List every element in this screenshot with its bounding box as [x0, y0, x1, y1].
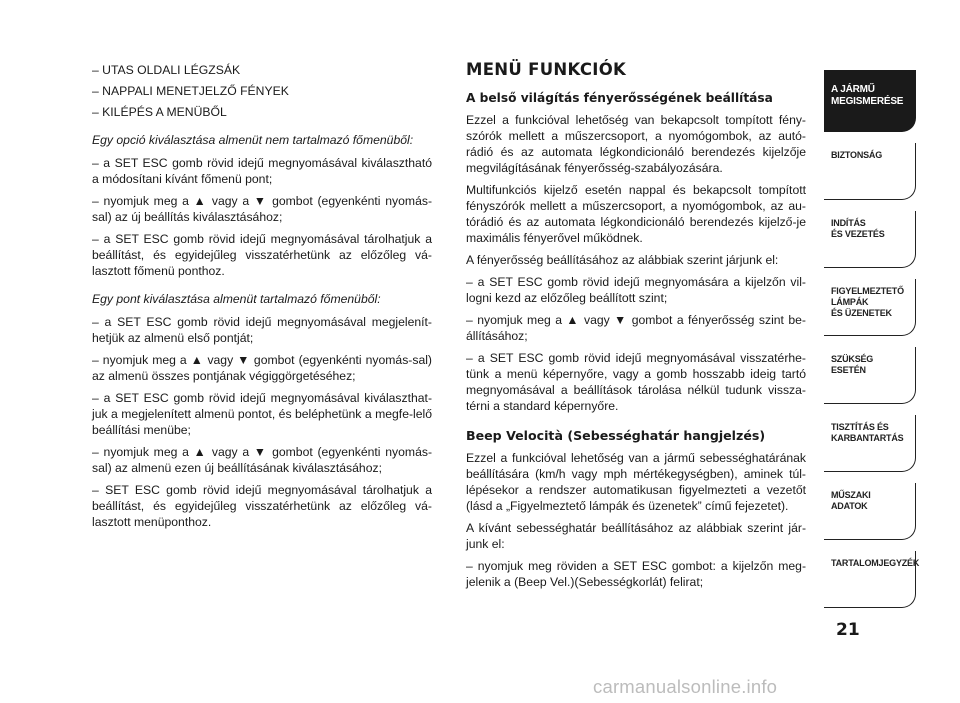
tab-label: MEGISMERÉSE	[831, 96, 904, 107]
list-item: – UTAS OLDALI LÉGZSÁK	[92, 63, 241, 77]
tab-label: INDÍTÁS	[831, 218, 866, 228]
paragraph: – nyomjuk meg a ▲ vagy ▼ gombot a fényerősség szint be-állításához;	[466, 313, 806, 343]
paragraph: – a SET ESC gomb rövid idejű megnyomásával tárolhatjuk a beállítást, és egyidejűleg visszatérhetünk az előzőleg vá-lasztott főmenü ponthoz.	[92, 232, 432, 278]
list-item: – KILÉPÉS A MENÜBŐL	[92, 105, 227, 119]
tab-label: FIGYELMEZTETŐ	[831, 286, 904, 296]
tab-safety[interactable]	[824, 143, 916, 200]
paragraph: – nyomjuk meg a ▲ vagy a ▼ gombot (egyenkénti nyomás-sal) az új beállítás kiválasztásához;	[92, 194, 432, 224]
right-column	[466, 62, 806, 596]
tab-label: TARTALOMJEGYZÉK	[831, 558, 920, 568]
left-column	[92, 62, 432, 536]
tab-label: BIZTONSÁG	[831, 150, 883, 160]
subheading-no-submenu: Egy opció kiválasztása almenüt nem tartalmazó főmenüből:	[92, 133, 414, 147]
tab-label: ADATOK	[831, 501, 868, 511]
tab-label: MŰSZAKI	[831, 490, 871, 500]
page-title: MENÜ FUNKCIÓK	[466, 60, 627, 79]
paragraph: – a SET ESC gomb rövid idejű megnyomására a kijelzőn vil-logni kezd az előzőleg beállított szint;	[466, 275, 806, 305]
paragraph: Ezzel a funkcióval lehetőség van a jármű sebességhatárának beállítására (km/h vagy mph mértékegységben), aminek túl-lépésekor a rendszer automatikusan figyelmezteti a vezetőt (lásd a „Figyelmeztető lámpák és üzenetek” című fejezetet).	[466, 451, 806, 513]
tab-label: ESETÉN	[831, 365, 866, 375]
tab-label: ÉS VEZETÉS	[831, 229, 885, 239]
paragraph: A kívánt sebességhatár beállításához az alábbiak szerint jár-junk el:	[466, 521, 806, 551]
tab-starting-driving[interactable]	[824, 211, 916, 268]
chapter-tabs	[824, 70, 920, 619]
tab-maintenance[interactable]	[824, 415, 916, 472]
tab-vehicle-overview[interactable]	[824, 70, 916, 132]
tab-technical-data[interactable]	[824, 483, 916, 540]
section-heading-speed-beep: Beep Velocità (Sebességhatár hangjelzés)	[466, 428, 766, 443]
page-number: 21	[836, 620, 860, 640]
tab-label: LÁMPÁK	[831, 297, 869, 307]
paragraph: – SET ESC gomb rövid idejű megnyomásával tárolhatjuk a beállítást, és egyidejűleg visszatérhetünk az előzőleg vá-lasztott menüponthoz.	[92, 483, 432, 529]
tab-label: A JÁRMŰ	[831, 84, 875, 95]
subheading-with-submenu: Egy pont kiválasztása almenüt tartalmazó főmenüből:	[92, 292, 381, 306]
paragraph: – a SET ESC gomb rövid idejű megnyomásával megjelenít-hetjük az almenü első pontját;	[92, 315, 432, 345]
tab-label: SZÜKSÉG	[831, 354, 874, 364]
tab-label: TISZTÍTÁS ÉS	[831, 422, 889, 432]
paragraph: Multifunkciós kijelző esetén nappal és bekapcsolt tompított fényszórók mellett a műszercsoport, a nyomógombok, az au-tórádió és az automata légkondicionáló berendezés kijelző-je maximális fényerővel működnek.	[466, 183, 806, 245]
tab-emergency[interactable]	[824, 347, 916, 404]
watermark: carmanualsonline.info	[593, 676, 778, 697]
paragraph: – a SET ESC gomb rövid idejű megnyomásával visszatérhe-tünk a menü képernyőre, vagy a gomb hosszabb ideig tartó megnyomásával a beállítások tárolása nélkül tudunk vissza-térni a standard képernyőre.	[466, 351, 806, 413]
paragraph: – nyomjuk meg röviden a SET ESC gombot: a kijelzőn meg-jelenik a (Beep Vel.)(Sebességkorlát) felirat;	[466, 559, 806, 589]
section-heading-brightness: A belső világítás fényerősségének beállítása	[466, 91, 773, 105]
tab-index[interactable]	[824, 551, 920, 608]
paragraph: – a SET ESC gomb rövid idejű megnyomásával kiválasztható a módosítani kívánt főmenü pont;	[92, 156, 432, 186]
tab-label: KARBANTARTÁS	[831, 433, 904, 443]
paragraph: – nyomjuk meg a ▲ vagy a ▼ gombot (egyenkénti nyomás-sal) az almenü ezen új beállításának kiválasztásához;	[92, 445, 432, 475]
tab-label: ÉS ÜZENETEK	[831, 308, 892, 318]
paragraph: A fényerősség beállításához az alábbiak szerint járjunk el:	[466, 253, 779, 267]
paragraph: – a SET ESC gomb rövid idejű megnyomásával kiválaszthat-juk a megjelenített almenü pontot, és beléphetünk a megfe-lelő beállítási menübe;	[92, 391, 432, 437]
paragraph: – nyomjuk meg a ▲ vagy ▼ gombot (egyenkénti nyomás-sal) az almenü összes pontjának végiggörgetéséhez;	[92, 353, 432, 383]
paragraph: Ezzel a funkcióval lehetőség van bekapcsolt tompított fény-szórók mellett a műszercsoport, a nyomógombok, az autó-rádió és az automata légkondicionáló berendezés kijelzője megvilágításának fényerősség-szabályozására.	[466, 113, 806, 175]
list-item: – NAPPALI MENETJELZŐ FÉNYEK	[92, 84, 289, 98]
tab-warning-lights[interactable]	[824, 279, 916, 336]
